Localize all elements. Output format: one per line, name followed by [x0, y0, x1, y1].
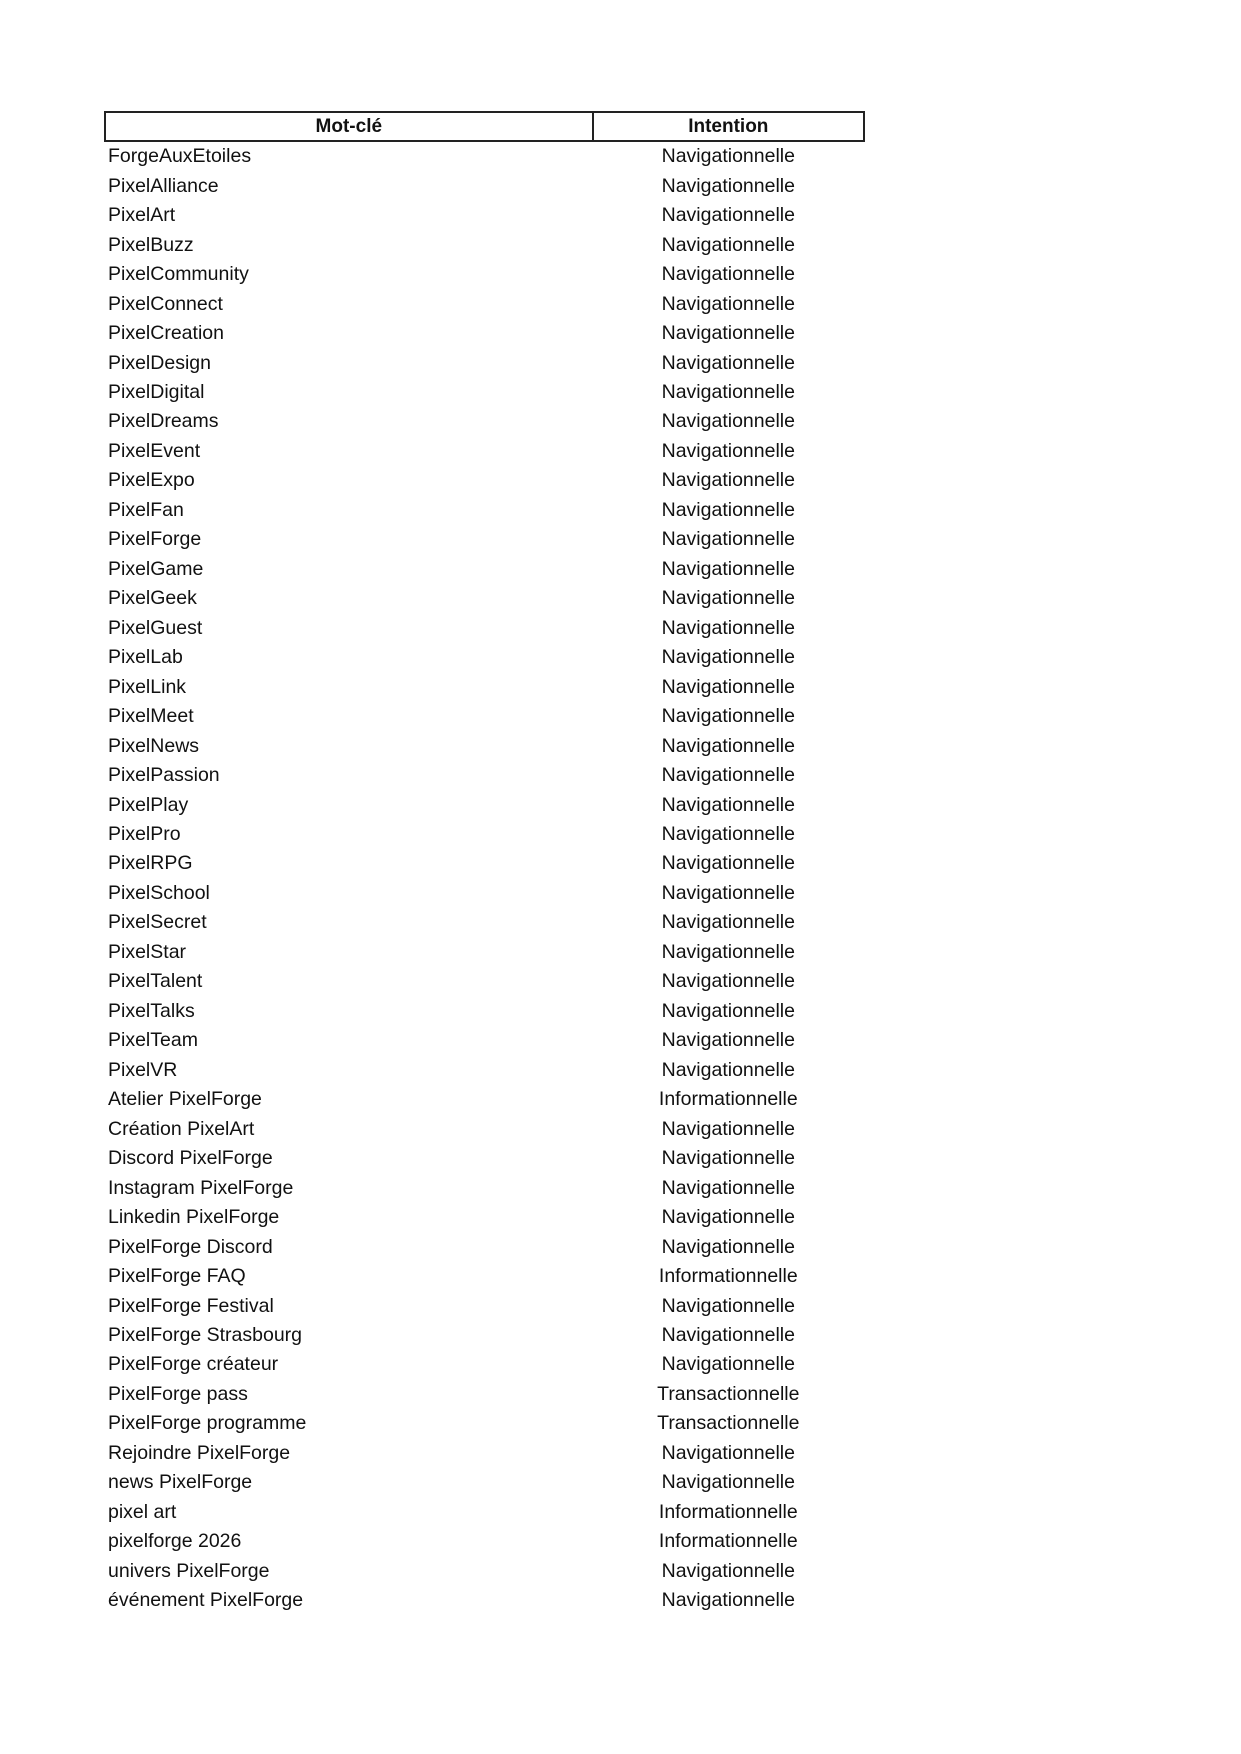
table-row: [105, 1232, 864, 1261]
table-row: [105, 731, 864, 760]
intent-cell: Navigationnelle: [661, 174, 795, 197]
table-row: [105, 761, 864, 790]
keyword-cell: PixelSchool: [108, 881, 210, 904]
keyword-cell: PixelRPG: [108, 852, 193, 875]
table-row: [105, 141, 864, 171]
table-row: [105, 1085, 864, 1114]
intent-cell: Navigationnelle: [661, 675, 795, 698]
intent-cell: Navigationnelle: [661, 940, 795, 963]
intent-cell: Navigationnelle: [661, 380, 795, 403]
intent-cell: Navigationnelle: [661, 852, 795, 875]
keyword-cell: PixelArt: [108, 204, 176, 227]
table-row: [105, 672, 864, 701]
intent-cell: Navigationnelle: [661, 1471, 795, 1494]
table-row: [105, 466, 864, 495]
keyword-cell: pixelforge 2026: [108, 1530, 242, 1553]
table-row: [105, 849, 864, 878]
intent-cell: Informationnelle: [658, 1265, 798, 1288]
intent-cell: Navigationnelle: [661, 145, 795, 168]
table-row: [105, 997, 864, 1026]
keyword-cell: PixelDreams: [108, 410, 219, 433]
table-row: [105, 614, 864, 643]
keyword-cell: PixelCommunity: [108, 263, 249, 286]
keyword-cell: PixelPassion: [108, 764, 220, 787]
intent-cell: Navigationnelle: [661, 263, 795, 286]
table-row: [105, 496, 864, 525]
table-row: [105, 437, 864, 466]
keyword-cell: Création PixelArt: [108, 1117, 255, 1140]
intent-cell: Navigationnelle: [661, 1294, 795, 1317]
keyword-cell: pixel art: [108, 1500, 177, 1523]
table-row: [105, 1144, 864, 1173]
keyword-cell: PixelNews: [108, 734, 200, 757]
intent-cell: Navigationnelle: [661, 1353, 795, 1376]
intent-cell: Navigationnelle: [661, 1559, 795, 1582]
keyword-cell: PixelDigital: [108, 380, 205, 403]
intent-cell: Navigationnelle: [661, 292, 795, 315]
keyword-intent-table: [104, 111, 865, 1615]
keyword-cell: univers PixelForge: [108, 1559, 270, 1582]
table-row: [105, 289, 864, 318]
keyword-cell: PixelForge pass: [108, 1382, 248, 1405]
keyword-cell: Instagram PixelForge: [108, 1176, 294, 1199]
table-row: [105, 1557, 864, 1586]
table-row: [105, 1350, 864, 1379]
table-row: [105, 378, 864, 407]
table-row: [105, 319, 864, 348]
table-body: [105, 141, 864, 1615]
intent-cell: Informationnelle: [658, 1088, 798, 1111]
intent-cell: Navigationnelle: [661, 1147, 795, 1170]
table-row: [105, 201, 864, 230]
intent-cell: Navigationnelle: [661, 970, 795, 993]
keyword-cell: PixelGeek: [108, 587, 197, 610]
keyword-cell: PixelEvent: [108, 439, 201, 462]
keyword-cell: PixelForge Festival: [108, 1294, 274, 1317]
intent-cell: Navigationnelle: [661, 1058, 795, 1081]
intent-cell: Navigationnelle: [661, 557, 795, 580]
table-row: [105, 1468, 864, 1497]
table-row: [105, 1380, 864, 1409]
keyword-cell: PixelTalks: [108, 999, 195, 1022]
keyword-cell: PixelExpo: [108, 469, 195, 492]
intent-cell: Navigationnelle: [661, 469, 795, 492]
intent-cell: Transactionnelle: [657, 1412, 800, 1435]
table-row: [105, 879, 864, 908]
keyword-cell: Atelier PixelForge: [108, 1088, 262, 1111]
table-row: [105, 1026, 864, 1055]
intent-cell: Navigationnelle: [661, 1206, 795, 1229]
intent-cell: Navigationnelle: [661, 999, 795, 1022]
keyword-cell: ForgeAuxEtoiles: [108, 145, 252, 168]
keyword-cell: PixelGame: [108, 557, 204, 580]
intent-cell: Navigationnelle: [661, 1441, 795, 1464]
keyword-cell: Linkedin PixelForge: [108, 1206, 280, 1229]
table-row: [105, 230, 864, 259]
keyword-cell: PixelLab: [108, 646, 183, 669]
table-row: [105, 1203, 864, 1232]
intent-cell: Informationnelle: [658, 1500, 798, 1523]
table-row: [105, 1173, 864, 1202]
keyword-cell: PixelBuzz: [108, 233, 194, 256]
intent-cell: Navigationnelle: [661, 322, 795, 345]
keyword-cell: Rejoindre PixelForge: [108, 1441, 291, 1464]
keyword-cell: PixelForge programme: [108, 1412, 307, 1435]
keyword-cell: PixelForge Strasbourg: [108, 1323, 303, 1346]
column-header-intent: Intention: [593, 112, 864, 141]
keyword-cell: PixelFan: [108, 498, 184, 521]
intent-cell: Informationnelle: [658, 1530, 798, 1553]
table-row: [105, 555, 864, 584]
table-row: [105, 1586, 864, 1615]
table-row: [105, 938, 864, 967]
keyword-cell: PixelLink: [108, 675, 187, 698]
table-header-row: [105, 112, 864, 141]
keyword-cell: PixelPro: [108, 823, 181, 846]
table-row: [105, 1114, 864, 1143]
table-row: [105, 407, 864, 436]
column-header-keyword: Mot-clé: [105, 112, 593, 141]
table-row: [105, 1056, 864, 1085]
intent-cell: Navigationnelle: [661, 734, 795, 757]
intent-cell: Navigationnelle: [661, 1029, 795, 1052]
table-row: [105, 1439, 864, 1468]
table-row: [105, 967, 864, 996]
table-row: [105, 643, 864, 672]
table-row: [105, 1321, 864, 1350]
intent-cell: Navigationnelle: [661, 351, 795, 374]
table-row: [105, 260, 864, 289]
intent-cell: Navigationnelle: [661, 646, 795, 669]
table-row: [105, 584, 864, 613]
table-row: [105, 1291, 864, 1320]
keyword-cell: PixelCreation: [108, 322, 224, 345]
intent-cell: Navigationnelle: [661, 233, 795, 256]
keyword-cell: PixelConnect: [108, 292, 223, 315]
keyword-cell: news PixelForge: [108, 1471, 253, 1494]
table-row: [105, 790, 864, 819]
table-row: [105, 171, 864, 200]
table-row: [105, 348, 864, 377]
intent-cell: Transactionnelle: [657, 1382, 800, 1405]
intent-cell: Navigationnelle: [661, 587, 795, 610]
table-row: [105, 1498, 864, 1527]
table-row: [105, 820, 864, 849]
intent-cell: Navigationnelle: [661, 204, 795, 227]
intent-cell: Navigationnelle: [661, 1117, 795, 1140]
intent-cell: Navigationnelle: [661, 1176, 795, 1199]
keyword-cell: PixelForge créateur: [108, 1353, 279, 1376]
table-row: [105, 1527, 864, 1556]
keyword-cell: PixelVR: [108, 1058, 178, 1081]
intent-cell: Navigationnelle: [661, 410, 795, 433]
intent-cell: Navigationnelle: [661, 881, 795, 904]
keyword-cell: événement PixelForge: [108, 1589, 304, 1612]
intent-cell: Navigationnelle: [661, 793, 795, 816]
keyword-cell: PixelAlliance: [108, 174, 219, 197]
table-row: [105, 525, 864, 554]
keyword-cell: PixelMeet: [108, 705, 194, 728]
intent-cell: Navigationnelle: [661, 439, 795, 462]
keyword-cell: PixelPlay: [108, 793, 189, 816]
keyword-cell: PixelTeam: [108, 1029, 198, 1052]
keyword-cell: PixelForge Discord: [108, 1235, 273, 1258]
keyword-cell: PixelDesign: [108, 351, 211, 374]
table-row: [105, 908, 864, 937]
keyword-cell: PixelForge FAQ: [108, 1265, 246, 1288]
intent-cell: Navigationnelle: [661, 705, 795, 728]
keyword-cell: PixelSecret: [108, 911, 207, 934]
intent-cell: Navigationnelle: [661, 528, 795, 551]
keyword-cell: Discord PixelForge: [108, 1147, 273, 1170]
table-row: [105, 1409, 864, 1438]
intent-cell: Navigationnelle: [661, 616, 795, 639]
keyword-cell: PixelGuest: [108, 616, 203, 639]
intent-cell: Navigationnelle: [661, 823, 795, 846]
intent-cell: Navigationnelle: [661, 911, 795, 934]
keyword-cell: PixelForge: [108, 528, 202, 551]
intent-cell: Navigationnelle: [661, 1323, 795, 1346]
intent-cell: Navigationnelle: [661, 764, 795, 787]
intent-cell: Navigationnelle: [661, 1589, 795, 1612]
table-row: [105, 1262, 864, 1291]
keyword-cell: PixelTalent: [108, 970, 203, 993]
intent-cell: Navigationnelle: [661, 1235, 795, 1258]
intent-cell: Navigationnelle: [661, 498, 795, 521]
table-row: [105, 702, 864, 731]
keyword-cell: PixelStar: [108, 940, 187, 963]
